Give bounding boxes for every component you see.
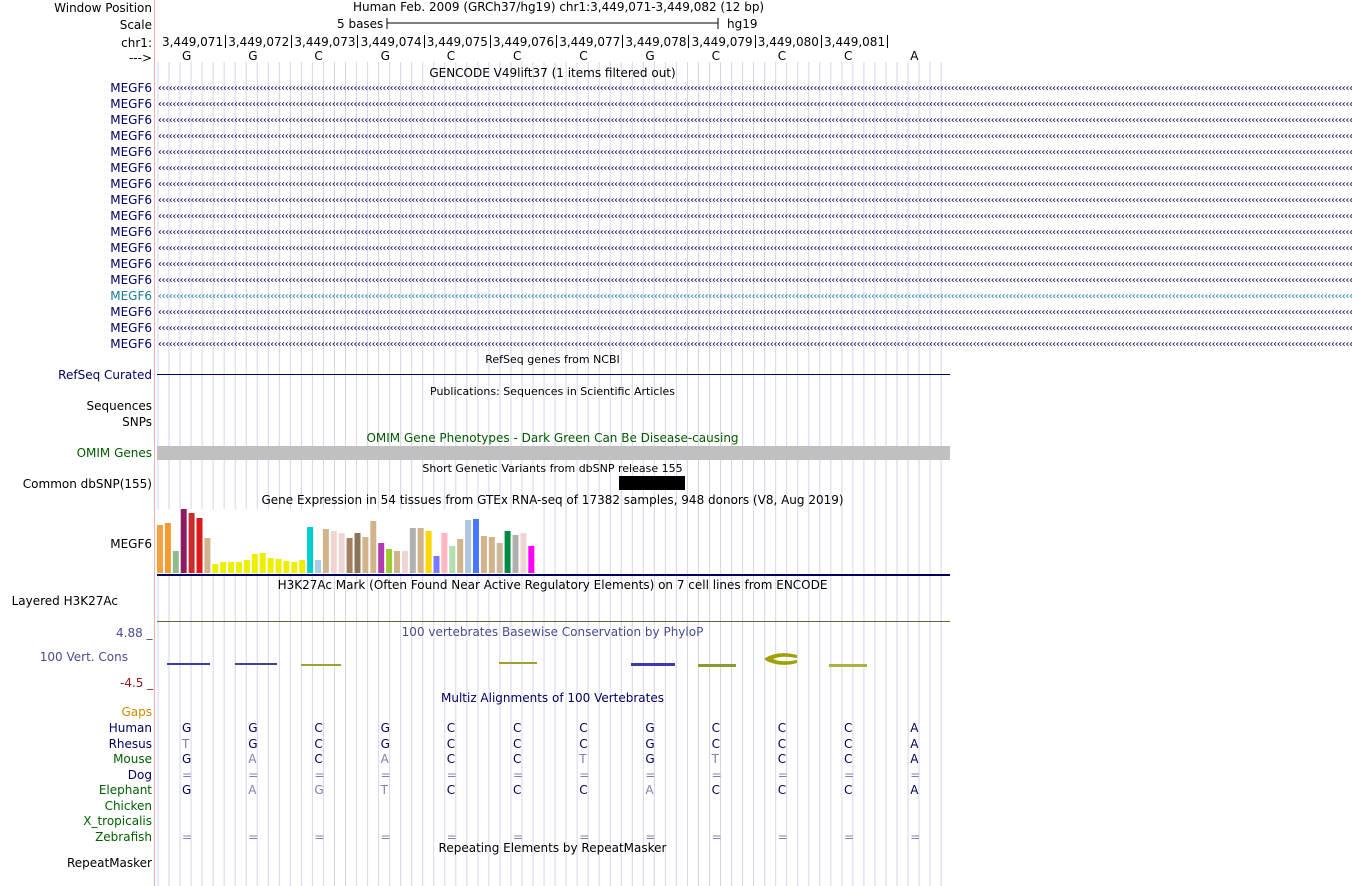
- gtex-tissue-bar[interactable]: [204, 538, 210, 573]
- reference-base: C: [711, 49, 720, 63]
- reference-base: G: [380, 49, 390, 63]
- multiz-base: A: [910, 721, 919, 735]
- multiz-base: =: [380, 829, 391, 844]
- coordinate-tick-mark: [490, 35, 491, 48]
- gtex-tissue-bar[interactable]: [457, 539, 463, 573]
- multiz-base: =: [777, 767, 788, 782]
- multiz-base: =: [777, 829, 788, 844]
- phylop-title: 100 vertebrates Basewise Conservation by PhyloP: [401, 625, 704, 639]
- multiz-base: C: [446, 736, 456, 751]
- gtex-tissue-bar[interactable]: [481, 536, 487, 573]
- scale-text: 5 bases: [337, 17, 384, 31]
- coordinate-tick-mark: [291, 35, 292, 48]
- gencode-transcript-line[interactable]: ‹‹‹‹‹‹‹‹‹‹‹‹‹‹‹‹‹‹‹‹‹‹‹‹‹‹‹‹‹‹‹‹‹‹‹‹‹‹‹‹‹‹‹‹‹‹‹‹‹‹‹‹‹‹‹‹‹‹‹‹‹‹‹‹‹‹‹‹‹‹‹‹‹‹‹‹‹‹‹‹‹‹‹‹‹‹‹‹‹‹‹‹‹‹‹‹‹‹‹‹‹‹‹‹‹‹‹‹‹‹‹‹‹‹‹‹‹‹‹‹‹‹‹‹‹‹‹‹‹‹‹‹‹‹‹‹‹‹‹‹‹‹‹‹‹‹‹‹‹‹‹‹‹‹‹‹‹‹‹‹‹‹‹‹‹‹‹‹‹‹‹‹‹‹‹‹‹‹‹‹‹‹‹‹‹‹‹‹‹‹‹‹‹‹‹‹‹‹‹‹‹‹‹‹‹‹‹‹‹‹‹‹‹‹‹‹‹‹‹‹‹‹‹‹‹‹‹‹‹‹‹‹‹‹‹‹‹‹‹‹‹‹‹‹‹‹‹‹‹‹‹‹‹‹‹‹‹‹‹‹‹‹‹‹‹‹‹‹‹‹‹‹‹‹‹‹‹‹‹‹‹‹‹‹‹‹‹‹‹‹‹‹‹‹‹‹‹‹‹‹‹‹‹‹‹‹‹‹‹‹‹‹‹‹‹‹‹‹‹‹‹‹‹‹‹‹‹‹‹‹: [157, 339, 1352, 350]
- multiz-species-label[interactable]: Elephant: [98, 783, 152, 797]
- multiz-base: G: [314, 783, 324, 797]
- gtex-tissue-bar[interactable]: [315, 560, 321, 573]
- multiz-base: =: [844, 829, 855, 844]
- multiz-base: A: [645, 783, 654, 797]
- reference-base: G: [248, 49, 258, 63]
- multiz-base: =: [513, 829, 524, 844]
- multiz-base: C: [777, 736, 787, 751]
- gencode-transcript-line[interactable]: ‹‹‹‹‹‹‹‹‹‹‹‹‹‹‹‹‹‹‹‹‹‹‹‹‹‹‹‹‹‹‹‹‹‹‹‹‹‹‹‹‹‹‹‹‹‹‹‹‹‹‹‹‹‹‹‹‹‹‹‹‹‹‹‹‹‹‹‹‹‹‹‹‹‹‹‹‹‹‹‹‹‹‹‹‹‹‹‹‹‹‹‹‹‹‹‹‹‹‹‹‹‹‹‹‹‹‹‹‹‹‹‹‹‹‹‹‹‹‹‹‹‹‹‹‹‹‹‹‹‹‹‹‹‹‹‹‹‹‹‹‹‹‹‹‹‹‹‹‹‹‹‹‹‹‹‹‹‹‹‹‹‹‹‹‹‹‹‹‹‹‹‹‹‹‹‹‹‹‹‹‹‹‹‹‹‹‹‹‹‹‹‹‹‹‹‹‹‹‹‹‹‹‹‹‹‹‹‹‹‹‹‹‹‹‹‹‹‹‹‹‹‹‹‹‹‹‹‹‹‹‹‹‹‹‹‹‹‹‹‹‹‹‹‹‹‹‹‹‹‹‹‹‹‹‹‹‹‹‹‹‹‹‹‹‹‹‹‹‹‹‹‹‹‹‹‹‹‹‹‹‹‹‹‹‹‹‹‹‹‹‹‹‹‹‹‹‹‹‹‹‹‹‹‹‹‹‹‹‹‹‹‹‹‹‹‹‹‹‹‹‹‹‹‹‹‹‹‹‹‹: [157, 147, 1352, 158]
- reference-base: G: [645, 49, 655, 63]
- multiz-base: C: [314, 752, 323, 766]
- gencode-transcript-line[interactable]: ‹‹‹‹‹‹‹‹‹‹‹‹‹‹‹‹‹‹‹‹‹‹‹‹‹‹‹‹‹‹‹‹‹‹‹‹‹‹‹‹‹‹‹‹‹‹‹‹‹‹‹‹‹‹‹‹‹‹‹‹‹‹‹‹‹‹‹‹‹‹‹‹‹‹‹‹‹‹‹‹‹‹‹‹‹‹‹‹‹‹‹‹‹‹‹‹‹‹‹‹‹‹‹‹‹‹‹‹‹‹‹‹‹‹‹‹‹‹‹‹‹‹‹‹‹‹‹‹‹‹‹‹‹‹‹‹‹‹‹‹‹‹‹‹‹‹‹‹‹‹‹‹‹‹‹‹‹‹‹‹‹‹‹‹‹‹‹‹‹‹‹‹‹‹‹‹‹‹‹‹‹‹‹‹‹‹‹‹‹‹‹‹‹‹‹‹‹‹‹‹‹‹‹‹‹‹‹‹‹‹‹‹‹‹‹‹‹‹‹‹‹‹‹‹‹‹‹‹‹‹‹‹‹‹‹‹‹‹‹‹‹‹‹‹‹‹‹‹‹‹‹‹‹‹‹‹‹‹‹‹‹‹‹‹‹‹‹‹‹‹‹‹‹‹‹‹‹‹‹‹‹‹‹‹‹‹‹‹‹‹‹‹‹‹‹‹‹‹‹‹‹‹‹‹‹‹‹‹‹‹‹‹‹‹‹‹‹‹‹‹‹‹‹‹‹‹‹‹‹‹: [157, 83, 1352, 94]
- gtex-tissue-bar[interactable]: [276, 559, 282, 573]
- gtex-tissue-bar[interactable]: [347, 538, 353, 573]
- multiz-base: C: [711, 783, 720, 797]
- gencode-transcript-line[interactable]: ‹‹‹‹‹‹‹‹‹‹‹‹‹‹‹‹‹‹‹‹‹‹‹‹‹‹‹‹‹‹‹‹‹‹‹‹‹‹‹‹‹‹‹‹‹‹‹‹‹‹‹‹‹‹‹‹‹‹‹‹‹‹‹‹‹‹‹‹‹‹‹‹‹‹‹‹‹‹‹‹‹‹‹‹‹‹‹‹‹‹‹‹‹‹‹‹‹‹‹‹‹‹‹‹‹‹‹‹‹‹‹‹‹‹‹‹‹‹‹‹‹‹‹‹‹‹‹‹‹‹‹‹‹‹‹‹‹‹‹‹‹‹‹‹‹‹‹‹‹‹‹‹‹‹‹‹‹‹‹‹‹‹‹‹‹‹‹‹‹‹‹‹‹‹‹‹‹‹‹‹‹‹‹‹‹‹‹‹‹‹‹‹‹‹‹‹‹‹‹‹‹‹‹‹‹‹‹‹‹‹‹‹‹‹‹‹‹‹‹‹‹‹‹‹‹‹‹‹‹‹‹‹‹‹‹‹‹‹‹‹‹‹‹‹‹‹‹‹‹‹‹‹‹‹‹‹‹‹‹‹‹‹‹‹‹‹‹‹‹‹‹‹‹‹‹‹‹‹‹‹‹‹‹‹‹‹‹‹‹‹‹‹‹‹‹‹‹‹‹‹‹‹‹‹‹‹‹‹‹‹‹‹‹‹‹‹‹‹‹‹‹‹‹‹‹‹‹‹‹‹: [157, 179, 1352, 190]
- repeatmasker-title: Repeating Elements by RepeatMasker: [438, 841, 667, 855]
- gtex-tissue-bar[interactable]: [418, 528, 424, 573]
- publications-title: Publications: Sequences in Scientific Articles: [430, 385, 675, 398]
- multiz-base: C: [777, 783, 787, 797]
- multiz-base: T: [380, 783, 388, 797]
- coordinate-tick-mark: [225, 35, 226, 48]
- gencode-transcript-label[interactable]: MEGF6: [110, 129, 152, 143]
- gtex-tissue-bar[interactable]: [307, 527, 313, 573]
- gtex-tissue-bar[interactable]: [465, 520, 471, 573]
- dbsnp-variant[interactable]: [619, 476, 685, 490]
- multiz-base: C: [513, 721, 522, 735]
- coordinate-tick: 3,449,078: [625, 35, 687, 49]
- multiz-base: =: [182, 829, 193, 844]
- gencode-title: GENCODE V49lift37 (1 items filtered out): [429, 66, 676, 80]
- multiz-species-label[interactable]: Rhesus: [108, 736, 152, 751]
- multiz-species-label[interactable]: X_tropicalis: [83, 814, 152, 828]
- gtex-tissue-bar[interactable]: [252, 554, 258, 573]
- gtex-tissue-bar[interactable]: [268, 558, 274, 573]
- gencode-transcript-label[interactable]: MEGF6: [110, 273, 152, 287]
- coordinate-tick-mark: [622, 35, 623, 48]
- multiz-base: =: [182, 767, 193, 782]
- gencode-transcript-label[interactable]: MEGF6: [110, 289, 152, 303]
- gencode-transcript-label[interactable]: MEGF6: [110, 241, 152, 255]
- multiz-base: C: [579, 783, 588, 797]
- coordinate-tick: 3,449,080: [757, 35, 819, 49]
- reference-base: C: [777, 49, 787, 63]
- multiz-base: =: [380, 767, 391, 782]
- coordinate-tick: 3,449,081: [824, 35, 886, 49]
- gtex-tissue-bar[interactable]: [260, 553, 266, 573]
- gencode-transcript-label[interactable]: MEGF6: [110, 225, 152, 239]
- phylop-label[interactable]: 100 Vert. Cons: [39, 650, 128, 664]
- multiz-base: C: [446, 752, 456, 766]
- gtex-tissue-bar[interactable]: [220, 562, 226, 573]
- gencode-transcript-label[interactable]: MEGF6: [110, 193, 152, 207]
- refseq-label[interactable]: RefSeq Curated: [58, 368, 152, 382]
- gencode-transcript-line[interactable]: ‹‹‹‹‹‹‹‹‹‹‹‹‹‹‹‹‹‹‹‹‹‹‹‹‹‹‹‹‹‹‹‹‹‹‹‹‹‹‹‹‹‹‹‹‹‹‹‹‹‹‹‹‹‹‹‹‹‹‹‹‹‹‹‹‹‹‹‹‹‹‹‹‹‹‹‹‹‹‹‹‹‹‹‹‹‹‹‹‹‹‹‹‹‹‹‹‹‹‹‹‹‹‹‹‹‹‹‹‹‹‹‹‹‹‹‹‹‹‹‹‹‹‹‹‹‹‹‹‹‹‹‹‹‹‹‹‹‹‹‹‹‹‹‹‹‹‹‹‹‹‹‹‹‹‹‹‹‹‹‹‹‹‹‹‹‹‹‹‹‹‹‹‹‹‹‹‹‹‹‹‹‹‹‹‹‹‹‹‹‹‹‹‹‹‹‹‹‹‹‹‹‹‹‹‹‹‹‹‹‹‹‹‹‹‹‹‹‹‹‹‹‹‹‹‹‹‹‹‹‹‹‹‹‹‹‹‹‹‹‹‹‹‹‹‹‹‹‹‹‹‹‹‹‹‹‹‹‹‹‹‹‹‹‹‹‹‹‹‹‹‹‹‹‹‹‹‹‹‹‹‹‹‹‹‹‹‹‹‹‹‹‹‹‹‹‹‹‹‹‹‹‹‹‹‹‹‹‹‹‹‹‹‹‹‹‹‹‹‹‹‹‹‹‹‹‹‹‹‹‹: [157, 307, 1352, 318]
- multiz-base: G: [380, 736, 390, 751]
- gtex-tissue-bar[interactable]: [173, 551, 179, 573]
- repeatmasker-label[interactable]: RepeatMasker: [66, 856, 152, 870]
- gencode-transcript-label[interactable]: MEGF6: [110, 161, 152, 175]
- multiz-base: =: [314, 767, 325, 782]
- multiz-base: A: [248, 752, 257, 766]
- gtex-tissue-bar[interactable]: [513, 535, 519, 573]
- multiz-base: =: [513, 767, 524, 782]
- multiz-base: C: [844, 721, 853, 735]
- gencode-transcript-label[interactable]: MEGF6: [110, 97, 152, 111]
- multiz-base: A: [910, 752, 919, 766]
- gencode-transcript-label[interactable]: MEGF6: [110, 145, 152, 159]
- gencode-transcript-label[interactable]: MEGF6: [110, 81, 152, 95]
- reference-base: C: [314, 49, 323, 63]
- assembly-position: Human Feb. 2009 (GRCh37/hg19) chr1:3,449,071-3,449,082 (12 bp): [353, 0, 765, 14]
- gtex-tissue-bar[interactable]: [165, 523, 171, 573]
- multiz-base: G: [182, 783, 192, 797]
- multiz-base: C: [777, 752, 787, 766]
- multiz-base: C: [513, 783, 522, 797]
- multiz-base: C: [314, 736, 323, 751]
- multiz-base: =: [446, 767, 457, 782]
- gtex-tissue-bar[interactable]: [489, 537, 495, 573]
- phylop-max: 4.88 _: [116, 626, 153, 640]
- gtex-tissue-bar[interactable]: [441, 533, 447, 573]
- multiz-base: G: [380, 721, 390, 735]
- coordinate-tick-mark: [357, 35, 358, 48]
- gencode-transcript-label[interactable]: MEGF6: [110, 321, 152, 335]
- strand-arrow-label: --->: [128, 51, 152, 65]
- multiz-base: G: [645, 752, 655, 766]
- h3k27ac-title: H3K27Ac Mark (Often Found Near Active Regulatory Elements) on 7 cell lines from ENCODE: [277, 578, 828, 592]
- h3k27ac-baseline: [157, 621, 950, 622]
- omim-title: OMIM Gene Phenotypes - Dark Green Can Be Disease-causing: [366, 431, 739, 445]
- chrom-label: chr1:: [121, 36, 152, 50]
- gtex-tissue-bar[interactable]: [189, 513, 195, 573]
- gtex-baseline: [157, 574, 950, 576]
- multiz-base: =: [645, 767, 656, 782]
- gencode-transcript-label[interactable]: MEGF6: [110, 257, 152, 271]
- coordinate-tick: 3,449,077: [559, 35, 621, 49]
- gencode-transcript-line[interactable]: ‹‹‹‹‹‹‹‹‹‹‹‹‹‹‹‹‹‹‹‹‹‹‹‹‹‹‹‹‹‹‹‹‹‹‹‹‹‹‹‹‹‹‹‹‹‹‹‹‹‹‹‹‹‹‹‹‹‹‹‹‹‹‹‹‹‹‹‹‹‹‹‹‹‹‹‹‹‹‹‹‹‹‹‹‹‹‹‹‹‹‹‹‹‹‹‹‹‹‹‹‹‹‹‹‹‹‹‹‹‹‹‹‹‹‹‹‹‹‹‹‹‹‹‹‹‹‹‹‹‹‹‹‹‹‹‹‹‹‹‹‹‹‹‹‹‹‹‹‹‹‹‹‹‹‹‹‹‹‹‹‹‹‹‹‹‹‹‹‹‹‹‹‹‹‹‹‹‹‹‹‹‹‹‹‹‹‹‹‹‹‹‹‹‹‹‹‹‹‹‹‹‹‹‹‹‹‹‹‹‹‹‹‹‹‹‹‹‹‹‹‹‹‹‹‹‹‹‹‹‹‹‹‹‹‹‹‹‹‹‹‹‹‹‹‹‹‹‹‹‹‹‹‹‹‹‹‹‹‹‹‹‹‹‹‹‹‹‹‹‹‹‹‹‹‹‹‹‹‹‹‹‹‹‹‹‹‹‹‹‹‹‹‹‹‹‹‹‹‹‹‹‹‹‹‹‹‹‹‹‹‹‹‹‹‹‹‹‹‹‹‹‹‹‹‹‹‹‹‹‹: [157, 259, 1352, 270]
- multiz-species-label[interactable]: Chicken: [104, 798, 152, 813]
- multiz-base: G: [182, 752, 192, 766]
- coordinate-tick-mark: [887, 35, 888, 48]
- multiz-base: =: [579, 767, 590, 782]
- omim-bar[interactable]: [157, 446, 950, 460]
- gencode-transcript-line[interactable]: ‹‹‹‹‹‹‹‹‹‹‹‹‹‹‹‹‹‹‹‹‹‹‹‹‹‹‹‹‹‹‹‹‹‹‹‹‹‹‹‹‹‹‹‹‹‹‹‹‹‹‹‹‹‹‹‹‹‹‹‹‹‹‹‹‹‹‹‹‹‹‹‹‹‹‹‹‹‹‹‹‹‹‹‹‹‹‹‹‹‹‹‹‹‹‹‹‹‹‹‹‹‹‹‹‹‹‹‹‹‹‹‹‹‹‹‹‹‹‹‹‹‹‹‹‹‹‹‹‹‹‹‹‹‹‹‹‹‹‹‹‹‹‹‹‹‹‹‹‹‹‹‹‹‹‹‹‹‹‹‹‹‹‹‹‹‹‹‹‹‹‹‹‹‹‹‹‹‹‹‹‹‹‹‹‹‹‹‹‹‹‹‹‹‹‹‹‹‹‹‹‹‹‹‹‹‹‹‹‹‹‹‹‹‹‹‹‹‹‹‹‹‹‹‹‹‹‹‹‹‹‹‹‹‹‹‹‹‹‹‹‹‹‹‹‹‹‹‹‹‹‹‹‹‹‹‹‹‹‹‹‹‹‹‹‹‹‹‹‹‹‹‹‹‹‹‹‹‹‹‹‹‹‹‹‹‹‹‹‹‹‹‹‹‹‹‹‹‹‹‹‹‹‹‹‹‹‹‹‹‹‹‹‹‹‹‹‹‹‹‹‹‹‹‹‹‹‹‹‹‹: [157, 323, 1352, 334]
- gencode-transcript-line[interactable]: ‹‹‹‹‹‹‹‹‹‹‹‹‹‹‹‹‹‹‹‹‹‹‹‹‹‹‹‹‹‹‹‹‹‹‹‹‹‹‹‹‹‹‹‹‹‹‹‹‹‹‹‹‹‹‹‹‹‹‹‹‹‹‹‹‹‹‹‹‹‹‹‹‹‹‹‹‹‹‹‹‹‹‹‹‹‹‹‹‹‹‹‹‹‹‹‹‹‹‹‹‹‹‹‹‹‹‹‹‹‹‹‹‹‹‹‹‹‹‹‹‹‹‹‹‹‹‹‹‹‹‹‹‹‹‹‹‹‹‹‹‹‹‹‹‹‹‹‹‹‹‹‹‹‹‹‹‹‹‹‹‹‹‹‹‹‹‹‹‹‹‹‹‹‹‹‹‹‹‹‹‹‹‹‹‹‹‹‹‹‹‹‹‹‹‹‹‹‹‹‹‹‹‹‹‹‹‹‹‹‹‹‹‹‹‹‹‹‹‹‹‹‹‹‹‹‹‹‹‹‹‹‹‹‹‹‹‹‹‹‹‹‹‹‹‹‹‹‹‹‹‹‹‹‹‹‹‹‹‹‹‹‹‹‹‹‹‹‹‹‹‹‹‹‹‹‹‹‹‹‹‹‹‹‹‹‹‹‹‹‹‹‹‹‹‹‹‹‹‹‹‹‹‹‹‹‹‹‹‹‹‹‹‹‹‹‹‹‹‹‹‹‹‹‹‹‹‹‹‹‹: [157, 195, 1352, 206]
- coordinate-tick-mark: [755, 35, 756, 48]
- multiz-base: =: [248, 829, 259, 844]
- dbsnp-title: Short Genetic Variants from dbSNP release 155: [422, 462, 683, 475]
- gtex-tissue-bar[interactable]: [157, 525, 163, 573]
- multiz-base: C: [777, 721, 787, 735]
- multiz-base: C: [446, 721, 456, 735]
- gtex-tissue-bar[interactable]: [299, 560, 305, 573]
- gtex-tissue-bar[interactable]: [426, 531, 432, 573]
- coordinate-tick: 3,449,076: [493, 35, 555, 49]
- h3k27ac-label[interactable]: Layered H3K27Ac: [11, 594, 118, 608]
- window-position-label: Window Position: [54, 1, 152, 15]
- multiz-species-label[interactable]: Zebrafish: [95, 829, 152, 844]
- gencode-transcript-label[interactable]: MEGF6: [110, 209, 152, 223]
- multiz-base: C: [711, 736, 720, 751]
- coordinate-tick: 3,449,079: [691, 35, 753, 49]
- coordinate-tick: 3,449,071: [162, 35, 224, 49]
- multiz-base: =: [645, 829, 656, 844]
- multiz-base: =: [314, 829, 325, 844]
- snps-label[interactable]: SNPs: [122, 415, 152, 429]
- multiz-base: =: [844, 767, 855, 782]
- multiz-base: G: [645, 736, 655, 751]
- multiz-base: =: [711, 767, 722, 782]
- gencode-transcript-line[interactable]: ‹‹‹‹‹‹‹‹‹‹‹‹‹‹‹‹‹‹‹‹‹‹‹‹‹‹‹‹‹‹‹‹‹‹‹‹‹‹‹‹‹‹‹‹‹‹‹‹‹‹‹‹‹‹‹‹‹‹‹‹‹‹‹‹‹‹‹‹‹‹‹‹‹‹‹‹‹‹‹‹‹‹‹‹‹‹‹‹‹‹‹‹‹‹‹‹‹‹‹‹‹‹‹‹‹‹‹‹‹‹‹‹‹‹‹‹‹‹‹‹‹‹‹‹‹‹‹‹‹‹‹‹‹‹‹‹‹‹‹‹‹‹‹‹‹‹‹‹‹‹‹‹‹‹‹‹‹‹‹‹‹‹‹‹‹‹‹‹‹‹‹‹‹‹‹‹‹‹‹‹‹‹‹‹‹‹‹‹‹‹‹‹‹‹‹‹‹‹‹‹‹‹‹‹‹‹‹‹‹‹‹‹‹‹‹‹‹‹‹‹‹‹‹‹‹‹‹‹‹‹‹‹‹‹‹‹‹‹‹‹‹‹‹‹‹‹‹‹‹‹‹‹‹‹‹‹‹‹‹‹‹‹‹‹‹‹‹‹‹‹‹‹‹‹‹‹‹‹‹‹‹‹‹‹‹‹‹‹‹‹‹‹‹‹‹‹‹‹‹‹‹‹‹‹‹‹‹‹‹‹‹‹‹‹‹‹‹‹‹‹‹‹‹‹‹‹‹‹‹‹: [157, 99, 1352, 110]
- gtex-tissue-bar[interactable]: [355, 533, 361, 573]
- gtex-tissue-bar[interactable]: [291, 562, 297, 573]
- coordinate-tick: 3,449,073: [294, 35, 356, 49]
- multiz-base: C: [711, 721, 720, 735]
- gencode-transcript-label[interactable]: MEGF6: [110, 177, 152, 191]
- multiz-base: A: [910, 783, 919, 797]
- gencode-transcript-label[interactable]: MEGF6: [110, 305, 152, 319]
- gtex-tissue-bar[interactable]: [520, 533, 526, 573]
- gtex-tissue-bar[interactable]: [370, 521, 376, 573]
- scale-label: Scale: [119, 18, 152, 32]
- coordinate-tick-mark: [556, 35, 557, 48]
- gtex-tissue-bar[interactable]: [434, 556, 440, 573]
- gtex-tissue-bar[interactable]: [331, 531, 337, 573]
- multiz-base: C: [579, 721, 588, 735]
- gencode-transcript-line[interactable]: ‹‹‹‹‹‹‹‹‹‹‹‹‹‹‹‹‹‹‹‹‹‹‹‹‹‹‹‹‹‹‹‹‹‹‹‹‹‹‹‹‹‹‹‹‹‹‹‹‹‹‹‹‹‹‹‹‹‹‹‹‹‹‹‹‹‹‹‹‹‹‹‹‹‹‹‹‹‹‹‹‹‹‹‹‹‹‹‹‹‹‹‹‹‹‹‹‹‹‹‹‹‹‹‹‹‹‹‹‹‹‹‹‹‹‹‹‹‹‹‹‹‹‹‹‹‹‹‹‹‹‹‹‹‹‹‹‹‹‹‹‹‹‹‹‹‹‹‹‹‹‹‹‹‹‹‹‹‹‹‹‹‹‹‹‹‹‹‹‹‹‹‹‹‹‹‹‹‹‹‹‹‹‹‹‹‹‹‹‹‹‹‹‹‹‹‹‹‹‹‹‹‹‹‹‹‹‹‹‹‹‹‹‹‹‹‹‹‹‹‹‹‹‹‹‹‹‹‹‹‹‹‹‹‹‹‹‹‹‹‹‹‹‹‹‹‹‹‹‹‹‹‹‹‹‹‹‹‹‹‹‹‹‹‹‹‹‹‹‹‹‹‹‹‹‹‹‹‹‹‹‹‹‹‹‹‹‹‹‹‹‹‹‹‹‹‹‹‹‹‹‹‹‹‹‹‹‹‹‹‹‹‹‹‹‹‹‹‹‹‹‹‹‹‹‹‹‹‹‹‹: [157, 163, 1352, 174]
- multiz-base: G: [248, 736, 258, 751]
- gtex-tissue-bar[interactable]: [449, 546, 455, 573]
- reference-base: C: [446, 49, 456, 63]
- gtex-tissue-bar[interactable]: [473, 519, 479, 573]
- reference-base: C: [579, 49, 588, 63]
- multiz-base: A: [380, 752, 389, 766]
- gencode-transcript-line[interactable]: ‹‹‹‹‹‹‹‹‹‹‹‹‹‹‹‹‹‹‹‹‹‹‹‹‹‹‹‹‹‹‹‹‹‹‹‹‹‹‹‹‹‹‹‹‹‹‹‹‹‹‹‹‹‹‹‹‹‹‹‹‹‹‹‹‹‹‹‹‹‹‹‹‹‹‹‹‹‹‹‹‹‹‹‹‹‹‹‹‹‹‹‹‹‹‹‹‹‹‹‹‹‹‹‹‹‹‹‹‹‹‹‹‹‹‹‹‹‹‹‹‹‹‹‹‹‹‹‹‹‹‹‹‹‹‹‹‹‹‹‹‹‹‹‹‹‹‹‹‹‹‹‹‹‹‹‹‹‹‹‹‹‹‹‹‹‹‹‹‹‹‹‹‹‹‹‹‹‹‹‹‹‹‹‹‹‹‹‹‹‹‹‹‹‹‹‹‹‹‹‹‹‹‹‹‹‹‹‹‹‹‹‹‹‹‹‹‹‹‹‹‹‹‹‹‹‹‹‹‹‹‹‹‹‹‹‹‹‹‹‹‹‹‹‹‹‹‹‹‹‹‹‹‹‹‹‹‹‹‹‹‹‹‹‹‹‹‹‹‹‹‹‹‹‹‹‹‹‹‹‹‹‹‹‹‹‹‹‹‹‹‹‹‹‹‹‹‹‹‹‹‹‹‹‹‹‹‹‹‹‹‹‹‹‹‹‹‹‹‹‹‹‹‹‹‹‹‹‹‹‹: [157, 211, 1352, 222]
- gencode-transcript-line[interactable]: ‹‹‹‹‹‹‹‹‹‹‹‹‹‹‹‹‹‹‹‹‹‹‹‹‹‹‹‹‹‹‹‹‹‹‹‹‹‹‹‹‹‹‹‹‹‹‹‹‹‹‹‹‹‹‹‹‹‹‹‹‹‹‹‹‹‹‹‹‹‹‹‹‹‹‹‹‹‹‹‹‹‹‹‹‹‹‹‹‹‹‹‹‹‹‹‹‹‹‹‹‹‹‹‹‹‹‹‹‹‹‹‹‹‹‹‹‹‹‹‹‹‹‹‹‹‹‹‹‹‹‹‹‹‹‹‹‹‹‹‹‹‹‹‹‹‹‹‹‹‹‹‹‹‹‹‹‹‹‹‹‹‹‹‹‹‹‹‹‹‹‹‹‹‹‹‹‹‹‹‹‹‹‹‹‹‹‹‹‹‹‹‹‹‹‹‹‹‹‹‹‹‹‹‹‹‹‹‹‹‹‹‹‹‹‹‹‹‹‹‹‹‹‹‹‹‹‹‹‹‹‹‹‹‹‹‹‹‹‹‹‹‹‹‹‹‹‹‹‹‹‹‹‹‹‹‹‹‹‹‹‹‹‹‹‹‹‹‹‹‹‹‹‹‹‹‹‹‹‹‹‹‹‹‹‹‹‹‹‹‹‹‹‹‹‹‹‹‹‹‹‹‹‹‹‹‹‹‹‹‹‹‹‹‹‹‹‹‹‹‹‹‹‹‹‹‹‹‹‹‹: [157, 131, 1352, 142]
- gtex-tissue-bar[interactable]: [402, 551, 408, 573]
- multiz-base: C: [844, 752, 853, 766]
- coordinate-tick: 3,449,074: [360, 35, 422, 49]
- dbsnp-label[interactable]: Common dbSNP(155): [22, 477, 152, 491]
- gtex-tissue-bar[interactable]: [323, 529, 329, 573]
- gtex-tissue-bar[interactable]: [410, 528, 416, 573]
- multiz-base: =: [711, 829, 722, 844]
- phylop-track[interactable]: [157, 648, 950, 678]
- multiz-species-label[interactable]: Human: [108, 721, 152, 735]
- reference-base: C: [844, 49, 853, 63]
- multiz-base: T: [711, 752, 719, 766]
- multiz-species-label[interactable]: Mouse: [113, 752, 152, 766]
- scale-bar: [386, 17, 720, 31]
- gencode-transcript-line[interactable]: ‹‹‹‹‹‹‹‹‹‹‹‹‹‹‹‹‹‹‹‹‹‹‹‹‹‹‹‹‹‹‹‹‹‹‹‹‹‹‹‹‹‹‹‹‹‹‹‹‹‹‹‹‹‹‹‹‹‹‹‹‹‹‹‹‹‹‹‹‹‹‹‹‹‹‹‹‹‹‹‹‹‹‹‹‹‹‹‹‹‹‹‹‹‹‹‹‹‹‹‹‹‹‹‹‹‹‹‹‹‹‹‹‹‹‹‹‹‹‹‹‹‹‹‹‹‹‹‹‹‹‹‹‹‹‹‹‹‹‹‹‹‹‹‹‹‹‹‹‹‹‹‹‹‹‹‹‹‹‹‹‹‹‹‹‹‹‹‹‹‹‹‹‹‹‹‹‹‹‹‹‹‹‹‹‹‹‹‹‹‹‹‹‹‹‹‹‹‹‹‹‹‹‹‹‹‹‹‹‹‹‹‹‹‹‹‹‹‹‹‹‹‹‹‹‹‹‹‹‹‹‹‹‹‹‹‹‹‹‹‹‹‹‹‹‹‹‹‹‹‹‹‹‹‹‹‹‹‹‹‹‹‹‹‹‹‹‹‹‹‹‹‹‹‹‹‹‹‹‹‹‹‹‹‹‹‹‹‹‹‹‹‹‹‹‹‹‹‹‹‹‹‹‹‹‹‹‹‹‹‹‹‹‹‹‹‹‹‹‹‹‹‹‹‹‹‹‹‹‹‹: [157, 275, 1352, 286]
- reference-base: G: [182, 49, 192, 63]
- multiz-base: C: [844, 736, 853, 751]
- phylop-min: -4.5 _: [120, 676, 154, 690]
- coordinate-tick-mark: [424, 35, 425, 48]
- coordinate-tick: 3,449,075: [426, 35, 488, 49]
- gtex-tissue-bar[interactable]: [497, 543, 503, 573]
- gencode-transcript-line[interactable]: ‹‹‹‹‹‹‹‹‹‹‹‹‹‹‹‹‹‹‹‹‹‹‹‹‹‹‹‹‹‹‹‹‹‹‹‹‹‹‹‹‹‹‹‹‹‹‹‹‹‹‹‹‹‹‹‹‹‹‹‹‹‹‹‹‹‹‹‹‹‹‹‹‹‹‹‹‹‹‹‹‹‹‹‹‹‹‹‹‹‹‹‹‹‹‹‹‹‹‹‹‹‹‹‹‹‹‹‹‹‹‹‹‹‹‹‹‹‹‹‹‹‹‹‹‹‹‹‹‹‹‹‹‹‹‹‹‹‹‹‹‹‹‹‹‹‹‹‹‹‹‹‹‹‹‹‹‹‹‹‹‹‹‹‹‹‹‹‹‹‹‹‹‹‹‹‹‹‹‹‹‹‹‹‹‹‹‹‹‹‹‹‹‹‹‹‹‹‹‹‹‹‹‹‹‹‹‹‹‹‹‹‹‹‹‹‹‹‹‹‹‹‹‹‹‹‹‹‹‹‹‹‹‹‹‹‹‹‹‹‹‹‹‹‹‹‹‹‹‹‹‹‹‹‹‹‹‹‹‹‹‹‹‹‹‹‹‹‹‹‹‹‹‹‹‹‹‹‹‹‹‹‹‹‹‹‹‹‹‹‹‹‹‹‹‹‹‹‹‹‹‹‹‹‹‹‹‹‹‹‹‹‹‹‹‹‹‹‹‹‹‹‹‹‹‹‹‹‹‹‹: [157, 115, 1352, 126]
- reference-base: C: [513, 49, 522, 63]
- gtex-tissue-bar[interactable]: [505, 531, 511, 573]
- multiz-base: T: [182, 736, 190, 751]
- multiz-base: =: [446, 829, 457, 844]
- multiz-base: C: [446, 783, 456, 797]
- multiz-base: =: [910, 767, 921, 782]
- multiz-base: G: [248, 721, 258, 735]
- multiz-base: A: [248, 783, 257, 797]
- gencode-transcript-label[interactable]: MEGF6: [110, 113, 152, 127]
- multiz-base: G: [645, 721, 655, 735]
- multiz-title: Multiz Alignments of 100 Vertebrates: [440, 691, 665, 705]
- multiz-base: C: [579, 736, 588, 751]
- gtex-tissue-bar[interactable]: [236, 562, 242, 573]
- gtex-tissue-bar[interactable]: [378, 543, 384, 573]
- gaps-label: Gaps: [121, 705, 152, 719]
- gtex-tissue-bar[interactable]: [212, 564, 218, 573]
- gtex-label[interactable]: MEGF6: [110, 537, 152, 551]
- gtex-tissue-bar[interactable]: [283, 561, 289, 573]
- gtex-tissue-bar[interactable]: [228, 562, 234, 573]
- multiz-base: C: [844, 783, 853, 797]
- gtex-tissue-bar[interactable]: [362, 537, 368, 573]
- multiz-base: C: [314, 721, 323, 735]
- gtex-tissue-bar[interactable]: [528, 546, 534, 573]
- gencode-transcript-label[interactable]: MEGF6: [110, 337, 152, 351]
- coordinate-tick: 3,449,072: [228, 35, 290, 49]
- gtex-tissue-bar[interactable]: [394, 551, 400, 573]
- gtex-tissue-bar[interactable]: [339, 533, 345, 573]
- gtex-tissue-bar[interactable]: [386, 549, 392, 573]
- multiz-base: =: [579, 829, 590, 844]
- omim-label[interactable]: OMIM Genes: [76, 446, 152, 460]
- coordinate-tick-mark: [688, 35, 689, 48]
- refseq-line[interactable]: [157, 374, 950, 375]
- db-label: hg19: [727, 17, 758, 31]
- sequences-label[interactable]: Sequences: [86, 399, 152, 413]
- coordinate-tick-mark: [821, 35, 822, 48]
- gencode-transcript-line[interactable]: ‹‹‹‹‹‹‹‹‹‹‹‹‹‹‹‹‹‹‹‹‹‹‹‹‹‹‹‹‹‹‹‹‹‹‹‹‹‹‹‹‹‹‹‹‹‹‹‹‹‹‹‹‹‹‹‹‹‹‹‹‹‹‹‹‹‹‹‹‹‹‹‹‹‹‹‹‹‹‹‹‹‹‹‹‹‹‹‹‹‹‹‹‹‹‹‹‹‹‹‹‹‹‹‹‹‹‹‹‹‹‹‹‹‹‹‹‹‹‹‹‹‹‹‹‹‹‹‹‹‹‹‹‹‹‹‹‹‹‹‹‹‹‹‹‹‹‹‹‹‹‹‹‹‹‹‹‹‹‹‹‹‹‹‹‹‹‹‹‹‹‹‹‹‹‹‹‹‹‹‹‹‹‹‹‹‹‹‹‹‹‹‹‹‹‹‹‹‹‹‹‹‹‹‹‹‹‹‹‹‹‹‹‹‹‹‹‹‹‹‹‹‹‹‹‹‹‹‹‹‹‹‹‹‹‹‹‹‹‹‹‹‹‹‹‹‹‹‹‹‹‹‹‹‹‹‹‹‹‹‹‹‹‹‹‹‹‹‹‹‹‹‹‹‹‹‹‹‹‹‹‹‹‹‹‹‹‹‹‹‹‹‹‹‹‹‹‹‹‹‹‹‹‹‹‹‹‹‹‹‹‹‹‹‹‹‹‹‹‹‹‹‹‹‹‹‹‹‹‹‹: [157, 243, 1352, 254]
- gtex-bar-chart[interactable]: [157, 505, 537, 575]
- refseq-title: RefSeq genes from NCBI: [485, 353, 620, 366]
- multiz-base: C: [513, 736, 522, 751]
- multiz-base: T: [579, 752, 587, 766]
- gtex-tissue-bar[interactable]: [181, 509, 187, 573]
- gtex-tissue-bar[interactable]: [197, 518, 203, 573]
- multiz-base: C: [513, 752, 522, 766]
- multiz-base: =: [248, 767, 259, 782]
- multiz-base: G: [182, 721, 192, 735]
- multiz-base: A: [910, 736, 919, 751]
- multiz-base: =: [910, 829, 921, 844]
- gencode-transcript-line[interactable]: ‹‹‹‹‹‹‹‹‹‹‹‹‹‹‹‹‹‹‹‹‹‹‹‹‹‹‹‹‹‹‹‹‹‹‹‹‹‹‹‹‹‹‹‹‹‹‹‹‹‹‹‹‹‹‹‹‹‹‹‹‹‹‹‹‹‹‹‹‹‹‹‹‹‹‹‹‹‹‹‹‹‹‹‹‹‹‹‹‹‹‹‹‹‹‹‹‹‹‹‹‹‹‹‹‹‹‹‹‹‹‹‹‹‹‹‹‹‹‹‹‹‹‹‹‹‹‹‹‹‹‹‹‹‹‹‹‹‹‹‹‹‹‹‹‹‹‹‹‹‹‹‹‹‹‹‹‹‹‹‹‹‹‹‹‹‹‹‹‹‹‹‹‹‹‹‹‹‹‹‹‹‹‹‹‹‹‹‹‹‹‹‹‹‹‹‹‹‹‹‹‹‹‹‹‹‹‹‹‹‹‹‹‹‹‹‹‹‹‹‹‹‹‹‹‹‹‹‹‹‹‹‹‹‹‹‹‹‹‹‹‹‹‹‹‹‹‹‹‹‹‹‹‹‹‹‹‹‹‹‹‹‹‹‹‹‹‹‹‹‹‹‹‹‹‹‹‹‹‹‹‹‹‹‹‹‹‹‹‹‹‹‹‹‹‹‹‹‹‹‹‹‹‹‹‹‹‹‹‹‹‹‹‹‹‹‹‹‹‹‹‹‹‹‹‹‹‹‹‹‹: [157, 291, 1352, 302]
- gtex-tissue-bar[interactable]: [244, 560, 250, 573]
- reference-base: A: [910, 49, 919, 63]
- multiz-species-label[interactable]: Dog: [127, 767, 152, 782]
- gtex-title: Gene Expression in 54 tissues from GTEx RNA-seq of 17382 samples, 948 donors (V8, Aug 2019): [261, 493, 844, 507]
- gencode-transcript-line[interactable]: ‹‹‹‹‹‹‹‹‹‹‹‹‹‹‹‹‹‹‹‹‹‹‹‹‹‹‹‹‹‹‹‹‹‹‹‹‹‹‹‹‹‹‹‹‹‹‹‹‹‹‹‹‹‹‹‹‹‹‹‹‹‹‹‹‹‹‹‹‹‹‹‹‹‹‹‹‹‹‹‹‹‹‹‹‹‹‹‹‹‹‹‹‹‹‹‹‹‹‹‹‹‹‹‹‹‹‹‹‹‹‹‹‹‹‹‹‹‹‹‹‹‹‹‹‹‹‹‹‹‹‹‹‹‹‹‹‹‹‹‹‹‹‹‹‹‹‹‹‹‹‹‹‹‹‹‹‹‹‹‹‹‹‹‹‹‹‹‹‹‹‹‹‹‹‹‹‹‹‹‹‹‹‹‹‹‹‹‹‹‹‹‹‹‹‹‹‹‹‹‹‹‹‹‹‹‹‹‹‹‹‹‹‹‹‹‹‹‹‹‹‹‹‹‹‹‹‹‹‹‹‹‹‹‹‹‹‹‹‹‹‹‹‹‹‹‹‹‹‹‹‹‹‹‹‹‹‹‹‹‹‹‹‹‹‹‹‹‹‹‹‹‹‹‹‹‹‹‹‹‹‹‹‹‹‹‹‹‹‹‹‹‹‹‹‹‹‹‹‹‹‹‹‹‹‹‹‹‹‹‹‹‹‹‹‹‹‹‹‹‹‹‹‹‹‹‹‹‹‹‹: [157, 227, 1352, 238]
